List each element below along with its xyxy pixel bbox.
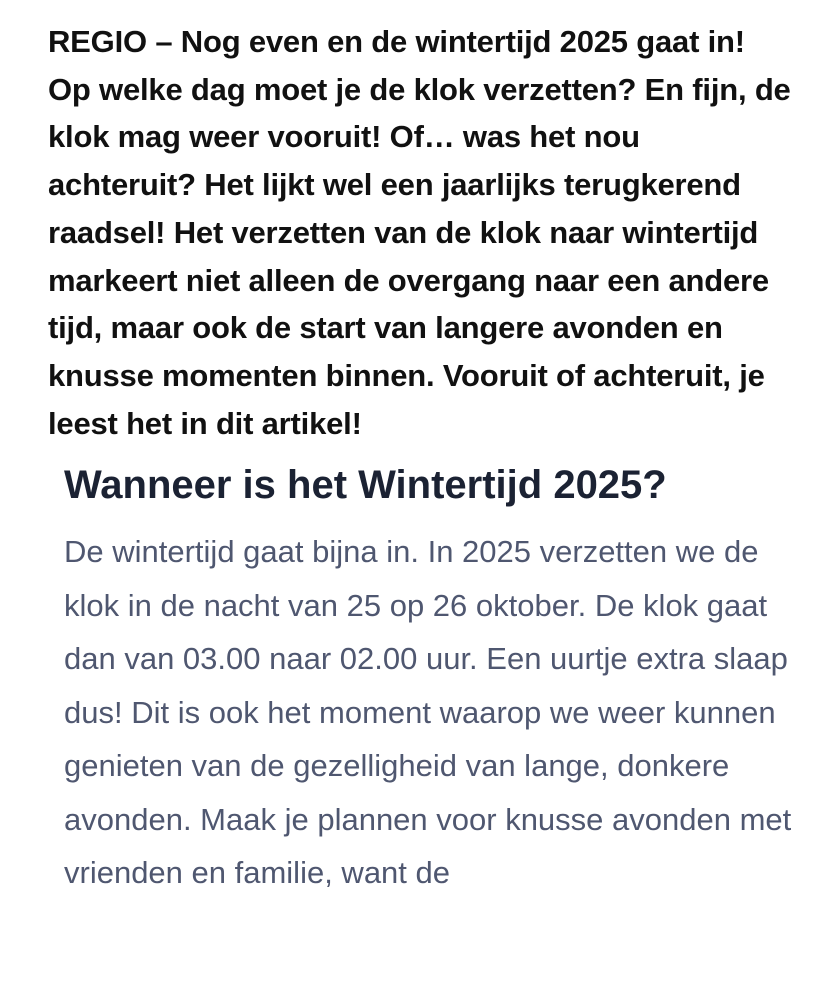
article-intro: REGIO – Nog even en de wintertijd 2025 gaat in! Op welke dag moet je de klok verzetten? En fijn, de klok mag weer vooruit! Of… was het nou achteruit? Het lijkt wel een jaarlijks terugkerend raadsel! Het verzetten van de klok naar wintertijd markeert niet alleen de overgang naar een andere tijd, maar ook de start van langere avonden en knusse momenten binnen. Vooruit of achteruit, je leest het in dit artikel! <box>48 24 791 441</box>
section-heading: Wanneer is het Wintertijd 2025? <box>64 463 667 508</box>
section-paragraph: De wintertijd gaat bijna in. In 2025 verzetten we de klok in de nacht van 25 op 26 oktober. De klok gaat dan van 03.00 naar 02.00 uur. Een uurtje extra slaap dus! Dit is ook het moment waarop we weer kunnen genieten van de gezelligheid van lange, donkere avonden. Maak je plannen voor knusse avonden met vrienden en familie, want de <box>64 534 792 891</box>
